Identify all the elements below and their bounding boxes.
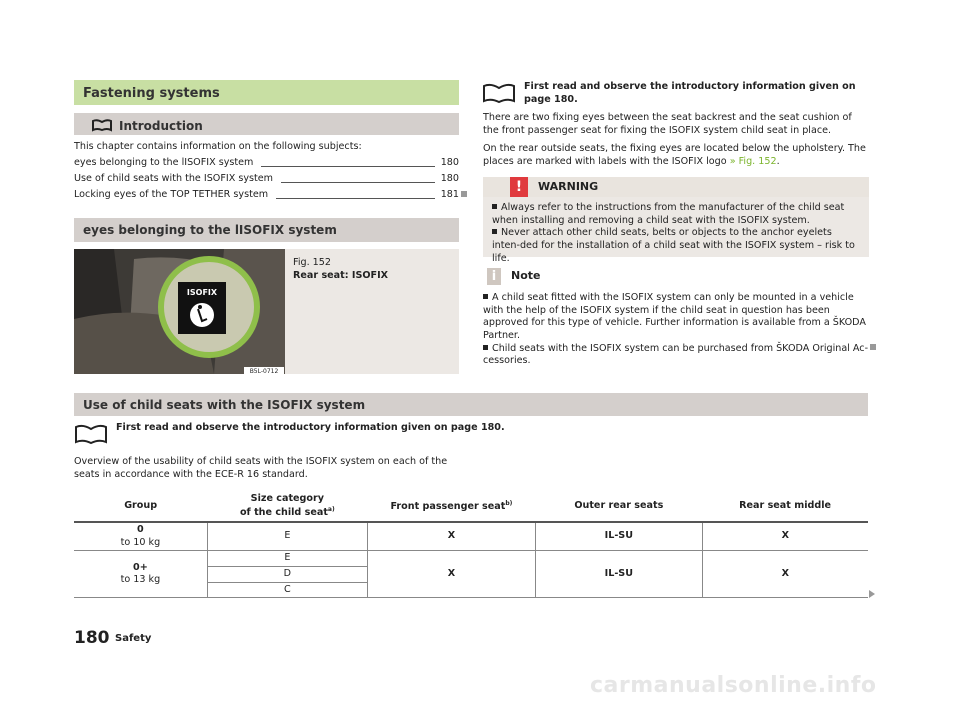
watermark: carmanualsonline.info [590,673,877,698]
note-item: A child seat fitted with the ISOFIX system can only be mounted in a vehicle with the help of the ISOFIX system if the child seat in question has been approved for this type of vehicle. Further information is available from a ŠKODA Partner. [483,292,866,341]
table-row: 0 to 10 kg E X IL-SU X [74,522,868,551]
book-icon [482,82,516,104]
col-header: Rear seat middle [702,492,868,522]
toc-label: Locking eyes of the TOP TETHER system [74,189,269,201]
sub-title: eyes belonging to the lISOFIX system [74,218,459,242]
note-item: Child seats with the ISOFIX system can be purchased from ŠKODA Original Ac-cessories. [483,342,869,367]
figure-number: Fig. 152 [293,257,331,268]
read-first-note: First read and observe the introductory information given on page 180. [524,81,856,105]
table-row: C [74,582,868,598]
figure-link[interactable]: » Fig. 152 [729,155,777,167]
toc-item[interactable] [74,173,459,186]
intro-text: This chapter contains information on the following subjects: [74,141,362,152]
intro-heading: Introduction [119,119,203,133]
info-icon: i [487,268,501,285]
note-list [483,292,869,368]
warning-box [483,177,869,264]
table-row: 0+ to 13 kg E X IL-SU X [74,551,868,567]
toc-page: 181 [440,189,459,201]
col-header: Group [74,492,207,522]
footer-section: Safety [115,633,152,644]
continue-arrow-icon [868,590,876,598]
figure-caption: Rear seat: ISOFIX [293,269,389,281]
toc-label: Use of child seats with the ISOFIX system [74,173,274,185]
paragraph: There are two fixing eyes between the seat backrest and the seat cushion of the front passenger seat for fixing the ISOFIX system child seat in place. [483,112,852,136]
toc-label: eyes belonging to the lISOFIX system [74,157,254,169]
isofix-logo-text: ISOFIX [186,288,218,297]
toc-page: 180 [440,173,459,185]
toc-item[interactable] [74,157,459,170]
section-title: Use of child seats with the ISOFIX system [74,393,868,416]
page-number: 180 [74,628,110,648]
intro-heading-bar [74,113,459,135]
read-first-note: First read and observe the introductory information given on page 180. [116,422,505,433]
section-title: Fastening systems [74,80,459,105]
toc-item[interactable] [74,189,459,202]
book-icon [91,118,113,132]
warning-item: Never attach other child seats, belts or objects to the anchor eyelets inten-ded for the installation of a child seat with the ISOFIX system – risk to life. [492,227,855,264]
paragraph: On the rear outside seats, the fixing eyes are located below the upholstery. The places are marked with labels with the ISOFIX logo » Fig. 152. [483,143,866,167]
overview-text: Overview of the usability of child seats with the ISOFIX system on each of the seats in accordance with the ECE-R 16 standard. [74,456,448,480]
end-mark-icon [461,191,467,197]
warning-item: Always refer to the instructions from the manufacturer of the child seat when installing and removing a child seat with the ISOFIX system. [492,202,845,226]
col-header: Front passenger seat$^{b)}$ [367,492,535,522]
toc-page: 180 [440,157,459,169]
table-row: D [74,566,868,582]
toc-list [74,157,459,202]
book-icon [74,423,108,445]
note-title: Note [511,269,541,282]
col-header: Size category of the child seat$^{a)}$ [207,492,367,522]
warning-icon: ! [510,177,528,197]
figure-code: B5L-0712 [249,368,279,374]
end-mark-icon [870,344,876,350]
figure-image [74,249,285,374]
figure-caption-box [285,249,459,374]
isofix-table [74,492,868,598]
col-header: Outer rear seats [535,492,702,522]
warning-title: WARNING [538,180,599,193]
